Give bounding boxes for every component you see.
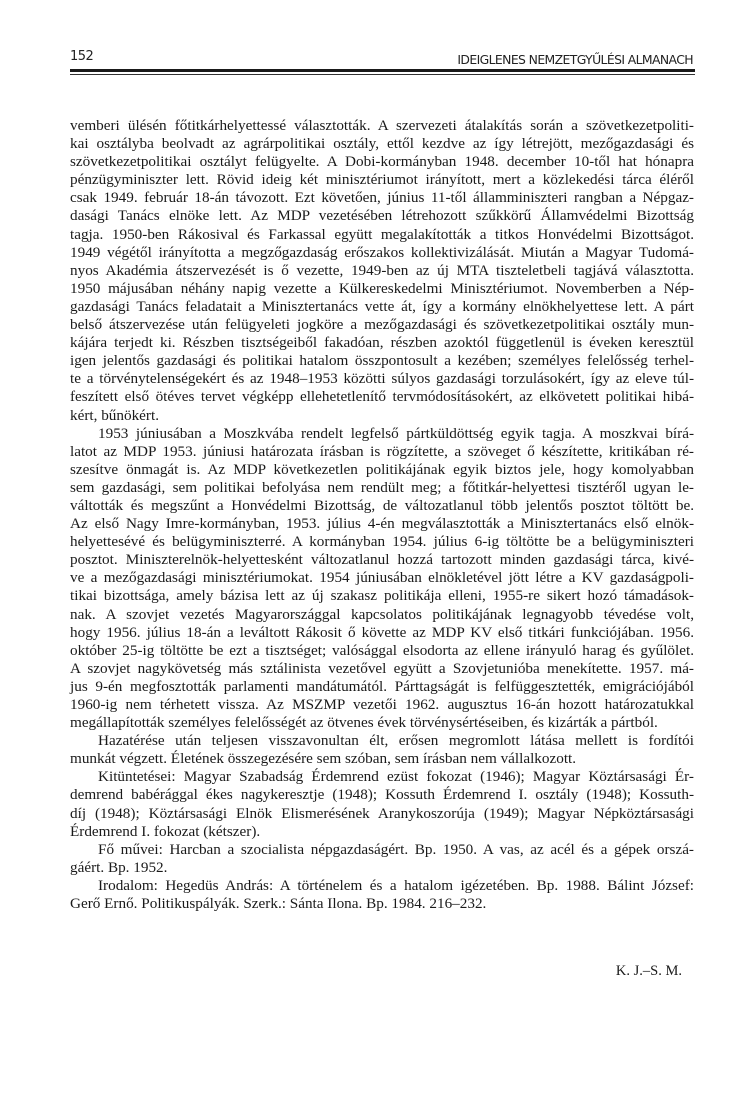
paragraph xyxy=(70,877,694,913)
page-header xyxy=(70,49,695,75)
text-line: díj (1948); Köztársasági Elnök Elismerésének Aranykoszorúja (1949); Magyar Népköztársasági xyxy=(70,804,694,822)
text-line: belső átszervezése után felügyeleti jogköre a mezőgazdasági és szövetkezetpolitikai osztály mun- xyxy=(70,316,694,334)
text-line: szövetkezetpolitikai osztályt felügyelte. A Dobi-kormányban 1948. december 10-től hat hónapra xyxy=(70,153,694,171)
text-line: igen jelentős gazdasági és politikai hatalom összpontosult a kezében; személyes felelősség terhel- xyxy=(70,352,694,370)
running-title: IDEIGLENES NEMZETGYŰLÉSI ALMANACH xyxy=(457,52,693,67)
text-line: gazdasági Tanács feladatait a Minisztertanács vette át, így a kormány elnökhelyettese lett. A párt xyxy=(70,297,694,315)
text-line: Az első Nagy Imre-kormányban, 1953. július 4-én megválasztották a Minisztertanács első elnök- xyxy=(70,515,694,533)
text-line: csak 1949. február 18-án távozott. Ezt követően, június 11-től államminiszteri rangban a Népgaz- xyxy=(70,189,694,207)
text-line: jus 9-én megfosztották parlamenti mandátumától. Párttagságát is felfüggesztették, emigrációjából xyxy=(70,677,694,695)
text-line: kai osztályba beolvadt az agrárpolitikai osztály, ettől kezdve az így létrejött, mezőgazdasági és xyxy=(70,135,694,153)
text-line: tikai bizottsága, amely bázisa lett az új szakasz politikája elleni, 1955-re sikert hozó támadások- xyxy=(70,587,694,605)
text-line: latot az MDP 1953. júniusi határozata írásban is rögzítette, a szöveget ő készítette, kritikában ré- xyxy=(70,442,694,460)
text-line: nyos Akadémia átszervezését is ő vezette, 1949-ben az új MTA tiszteletbeli tagjává választotta. xyxy=(70,261,694,279)
header-rule-thin xyxy=(70,74,695,75)
text-line: váltották és megszűnt a Honvédelmi Bizottság, de változatlanul több jelentős posztot töltött be. xyxy=(70,496,694,514)
text-line: Kitüntetései: Magyar Szabadság Érdemrend ezüst fokozat (1946); Magyar Köztársasági Ér- xyxy=(98,768,694,786)
body-text xyxy=(70,117,694,913)
text-line: kért, bűnökért. xyxy=(70,406,159,424)
text-line: munkát végzett. Életének összegezésére sem szóban, sem írásban nem vállalkozott. xyxy=(70,750,577,768)
paragraph xyxy=(70,425,694,733)
text-line: 1949 végétől irányította a megzőgazdaság erőszakos kollektivizálását. Miután a Magyar Tudomá- xyxy=(70,243,694,261)
text-line: megállapították személyes felelősségét az ötvenes évek törvénysértéseiben, és kizárták a pártból. xyxy=(70,714,658,732)
text-line: kájára terjedt ki. Részben tisztségeiből fakadóan, részben azoktól függetlenül is éveken keresztül xyxy=(70,334,694,352)
header-rule-thick xyxy=(70,69,695,72)
page-number: 152 xyxy=(70,49,94,64)
text-line: Érdemrend I. fokozat (kétszer). xyxy=(70,822,261,840)
text-line: A szovjet nagykövetség más sztálinista vezetővel együtt a Szovjetunióba menekítette. 1957. má- xyxy=(70,659,694,677)
text-line: te a törvénytelenségekért és az 1948–1953 közötti súlyos gazdasági torzulásokért, így az eleve túl- xyxy=(70,370,694,388)
text-line: Fő művei: Harcban a szocialista népgazdaságért. Bp. 1950. A vas, az acél és a gépek orszá- xyxy=(98,840,694,858)
paragraph xyxy=(70,768,694,840)
text-line: gáért. Bp. 1952. xyxy=(70,858,168,876)
text-line: demrend babérággal ékes nagykeresztje (1948); Kossuth Érdemrend I. osztály (1948); Kossuth- xyxy=(70,786,694,804)
text-line: október 25-ig töltötte be ezt a tisztséget; valósággal elsodorta az ellene irányuló harag és gyűlölet. xyxy=(70,641,694,659)
text-line: 1950 májusában néhány napig vezette a Külkereskedelmi Minisztériumot. Novemberben a Nép- xyxy=(70,279,694,297)
author-signature: K. J.–S. M. xyxy=(615,963,682,979)
text-line: tagja. 1950-ben Rákosival és Farkassal együtt megalakították a titkos Honvédelmi Bizottságot. xyxy=(70,225,694,243)
text-line: sem gazdasági, sem politikai befolyása nem rendült meg; a főtitkár-helyettesi tisztéről ugyan le- xyxy=(70,478,694,496)
text-line: vemberi ülésén főtitkárhelyettessé választották. A szervezeti átalakítás során a szövetkezetpoliti- xyxy=(70,117,694,134)
text-line: dasági Tanács elnöke lett. Az MDP vezetésében létrehozott szűkkörű Államvédelmi Bizottság xyxy=(70,207,694,225)
paragraph xyxy=(70,732,694,768)
text-line: feszített első ötéves tervet végképp ellehetetlenítő tervmódosításokért, az elkövetett politikai hibá- xyxy=(70,388,694,406)
text-line: Gerő Ernő. Politikuspályák. Szerk.: Sánta Ilona. Bp. 1984. 216–232. xyxy=(70,895,487,913)
text-line: hogy 1956. július 18-án a leváltott Rákosit ő követte az MDP KV első titkári funkciójában. 1956. xyxy=(70,623,694,641)
text-line: pénzügyminiszter lett. Rövid ideig két minisztériumot irányított, mert a közlekedési tárca éléről xyxy=(70,171,694,189)
text-line: szesítve önmagát is. Az MDP következetlen politikájának egyik biztos jele, hogy komolyabban xyxy=(70,460,694,478)
text-line: helyettesévé és belügyminiszterré. A kormányban 1954. július 6-ig töltötte be a belügyminiszteri xyxy=(70,533,694,551)
text-line: Hazatérése után teljesen visszavonultan élt, erősen megromlott látása mellett is fordítói xyxy=(98,732,694,750)
paragraph xyxy=(70,117,694,425)
paragraph xyxy=(70,841,694,877)
text-line: nak. A szovjet vezetés Magyarországgal kapcsolatos politikájának legnagyobb tévedése volt, xyxy=(70,605,694,623)
text-line: 1960-ig nem térhetett vissza. Az MSZMP vezetői 1962. augusztus 16-án hozott határozatukkal xyxy=(70,696,694,713)
text-line: 1953 júniusában a Moszkvába rendelt legfelső pártküldöttség egyik tagja. A moszkvai bírá- xyxy=(98,424,694,442)
text-line: Irodalom: Hegedüs András: A történelem és a hatalom igézetében. Bp. 1988. Bálint József: xyxy=(98,876,694,894)
text-line: ve a mezőgazdasági minisztériumokat. 1954 júniusában elnökletével jött létre a KV gazdaságpoli- xyxy=(70,569,694,587)
text-line: posztot. Miniszterelnök-helyettesként változatlanul hozzá tartozott minden gazdasági tárca, kivé- xyxy=(70,551,694,569)
